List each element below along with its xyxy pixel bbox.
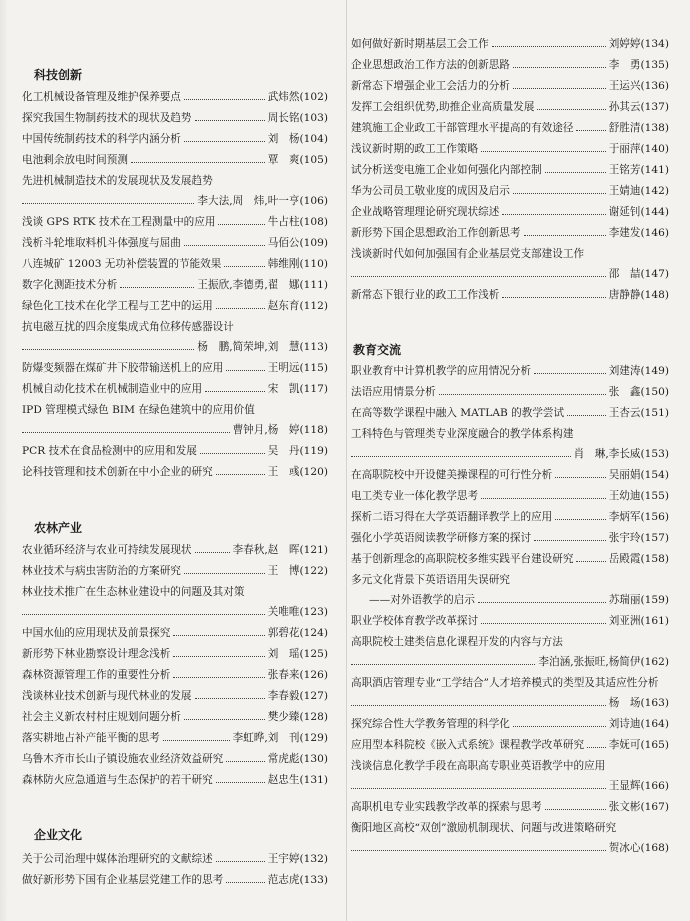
toc-entry[interactable]: 职业教育中计算机教学的应用情况分析 刘建涛(149) xyxy=(351,365,669,377)
page-binding-edge xyxy=(0,0,8,921)
toc-entry[interactable]: 法语应用情景分析 张 鑫(150) xyxy=(351,386,669,398)
toc-entry[interactable]: 浅谈 GPS RTK 技术在工程测量中的应用 牛占柱(108) xyxy=(22,216,328,228)
toc-entry[interactable]: 乌鲁木齐市长山子镇设施农业经济效益研究 常虎彪(130) xyxy=(22,753,328,765)
toc-entry[interactable]: 发挥工会组织优势,助推企业高质量发展 孙其云(137) xyxy=(351,101,669,113)
toc-entry[interactable]: PCR 技术在食品检测中的应用和发展 吴 丹(119) xyxy=(22,445,328,457)
toc-entry[interactable]: 衡阳地区高校“双创”激励机制现状、问题与改进策略研究 贺冰心(168) xyxy=(351,822,669,854)
toc-entry[interactable]: 基于创新理念的高职院校多维实践平台建设研究 岳殿霞(158) xyxy=(351,553,669,565)
toc-entry[interactable]: 八连城矿 12003 无功补偿装置的节能效果 韩维刚(110) xyxy=(22,258,328,270)
toc-entry[interactable]: 浅谈林业技术创新与现代林业的发展 李春毅(127) xyxy=(22,690,328,702)
toc-entry[interactable]: 如何做好新时期基层工会工作 刘婷婷(134) xyxy=(351,38,669,50)
toc-entry[interactable]: 中国水仙的应用现状及前景探究 郭碧花(124) xyxy=(22,627,328,639)
toc-entry[interactable]: 社会主义新农村村庄规划问题分析 樊少臻(128) xyxy=(22,711,328,723)
toc-entry[interactable]: 工科特色与管理类专业深度融合的教学体系构建 肖 琳,李长威(153) xyxy=(351,428,669,460)
toc-entry[interactable]: 绿色化工技术在化学工程与工艺中的运用 赵东育(112) xyxy=(22,300,328,312)
toc-entry[interactable]: 浅谈新时代如何加强国有企业基层党支部建设工作 邵 喆(147) xyxy=(351,248,669,280)
toc-entry[interactable]: 电池剩余放电时间预测 覃 爽(105) xyxy=(22,154,328,166)
toc-entry[interactable]: 浅析斗轮堆取料机斗体强度与屈曲 马佰公(109) xyxy=(22,237,328,249)
toc-entry[interactable]: 浅谈信息化教学手段在高职高专职业英语教学中的应用 王显辉(166) xyxy=(351,760,669,792)
toc-entry[interactable]: 在高职院校中开设健美操课程的可行性分析 吴丽娟(154) xyxy=(351,469,669,481)
toc-entry[interactable]: 企业思想政治工作方法的创新思路 李 勇(135) xyxy=(351,59,669,71)
toc-entry[interactable]: 浅议新时期的政工工作策略 于丽萍(140) xyxy=(351,143,669,155)
section-title-edu: 教育交流 xyxy=(353,343,402,357)
toc-entry[interactable]: 多元文化背景下英语语用失误研究 ——对外语教学的启示 苏瑞丽(159) xyxy=(351,574,669,606)
toc-entry[interactable]: 高职酒店管理专业“工学结合”人才培养模式的类型及其适应性分析 杨 场(163) xyxy=(351,677,669,709)
toc-entry[interactable]: 新形势下国企思想政治工作创新思考 李建发(146) xyxy=(351,227,669,239)
toc-entry[interactable]: 林业技术推广在生态林业建设中的问题及其对策 关唯唯(123) xyxy=(22,586,328,618)
toc-entry[interactable]: 职业学校体育教学改革探讨 刘亚洲(161) xyxy=(351,615,669,627)
section-agri-list xyxy=(22,544,328,795)
toc-entry[interactable]: 先进机械制造技术的发展现状及发展趋势 李大法,周 炜,叶一亨(106) xyxy=(22,175,328,207)
toc-entry[interactable]: 森林防火应急通道与生态保护的若干研究 赵忠生(131) xyxy=(22,774,328,786)
section-edu-list xyxy=(351,365,669,863)
toc-entry[interactable]: 农业循环经济与农业可持续发展现状 李春秋,赵 晖(121) xyxy=(22,544,328,556)
toc-entry[interactable]: 在高等数学课程中融入 MATLAB 的教学尝试 王杏云(151) xyxy=(351,407,669,419)
toc-entry[interactable]: 森林资源管理工作的重要性分析 张春来(126) xyxy=(22,669,328,681)
toc-entry[interactable]: 探究综合性大学教务管理的科学化 刘诗迪(164) xyxy=(351,718,669,730)
toc-entry[interactable]: 建筑施工企业政工干部管理水平提高的有效途径 舒胜清(138) xyxy=(351,122,669,134)
section-title-culture: 企业文化 xyxy=(34,828,83,842)
toc-entry[interactable]: 试分析送变电施工企业如何强化内部控制 王铭芳(141) xyxy=(351,164,669,176)
toc-entry[interactable]: 做好新形势下国有企业基层党建工作的思考 范志虎(133) xyxy=(22,874,328,886)
toc-entry[interactable]: 新常态下增强企业工会活力的分析 王运兴(136) xyxy=(351,80,669,92)
toc-entry[interactable]: 抗电磁互扰的四余度集成式角位移传感器设计 杨 鹏,简荣坤,刘 慧(113) xyxy=(22,321,328,353)
toc-entry[interactable]: IPD 管理模式绿色 BIM 在绿色建筑中的应用价值 曹钟月,杨 婷(118) xyxy=(22,404,328,436)
toc-entry[interactable]: 电工类专业一体化教学思考 王幼迪(155) xyxy=(351,490,669,502)
toc-entry[interactable]: 论科技管理和技术创新在中小企业的研究 王 彧(120) xyxy=(22,466,328,478)
toc-entry[interactable]: 新常态下银行业的政工工作浅析 唐静静(148) xyxy=(351,289,669,301)
section-tech-list xyxy=(22,91,328,487)
toc-entry[interactable]: 防爆变频器在煤矿井下胶带输送机上的应用 王明远(115) xyxy=(22,362,328,374)
toc-entry[interactable]: 落实耕地占补产能平衡的思考 李虹晔,刘 刊(129) xyxy=(22,732,328,744)
section-title-agri: 农林产业 xyxy=(34,521,83,535)
toc-entry[interactable]: 数字化测距技术分析 王振欣,李德勇,翟 娜(111) xyxy=(22,279,328,291)
toc-entry[interactable]: 探究我国生物制药技术的现状及趋势 周长铭(103) xyxy=(22,112,328,124)
toc-entry[interactable]: 林业技术与病虫害防治的方案研究 王 博(122) xyxy=(22,565,328,577)
right-top-list xyxy=(351,38,669,310)
toc-entry[interactable]: 新形势下林业勘察设计理念浅析 刘 瑶(125) xyxy=(22,648,328,660)
toc-entry[interactable]: 华为公司员工敬业度的成因及启示 王婧迪(142) xyxy=(351,185,669,197)
section-title-tech: 科技创新 xyxy=(34,68,83,82)
toc-entry[interactable]: 关于公司治理中媒体治理研究的文献综述 王宇婷(132) xyxy=(22,853,328,865)
toc-entry[interactable]: 企业战略管理理论研究现状综述 谢延钊(144) xyxy=(351,206,669,218)
toc-entry[interactable]: 应用型本科院校《嵌入式系统》课程教学改革研究 李妩可(165) xyxy=(351,739,669,751)
toc-entry[interactable]: 高职机电专业实践教学改革的探索与思考 张文彬(167) xyxy=(351,801,669,813)
toc-entry[interactable]: 机械自动化技术在机械制造业中的应用 宋 凯(117) xyxy=(22,383,328,395)
section-culture-list xyxy=(22,853,328,895)
toc-entry[interactable]: 化工机械设备管理及维护保养要点 武炜然(102) xyxy=(22,91,328,103)
toc-entry[interactable]: 高职院校土建类信息化课程开发的内容与方法 李泊涵,张振旺,杨简伊(162) xyxy=(351,636,669,668)
toc-entry[interactable]: 中国传统制药技术的科学内涵分析 刘 杨(104) xyxy=(22,133,328,145)
toc-entry[interactable]: 强化小学英语阅读教学研修方案的探讨 张宇玲(157) xyxy=(351,532,669,544)
toc-entry[interactable]: 探析二语习得在大学英语翻译教学上的应用 李炳军(156) xyxy=(351,511,669,523)
right-column xyxy=(346,0,669,921)
